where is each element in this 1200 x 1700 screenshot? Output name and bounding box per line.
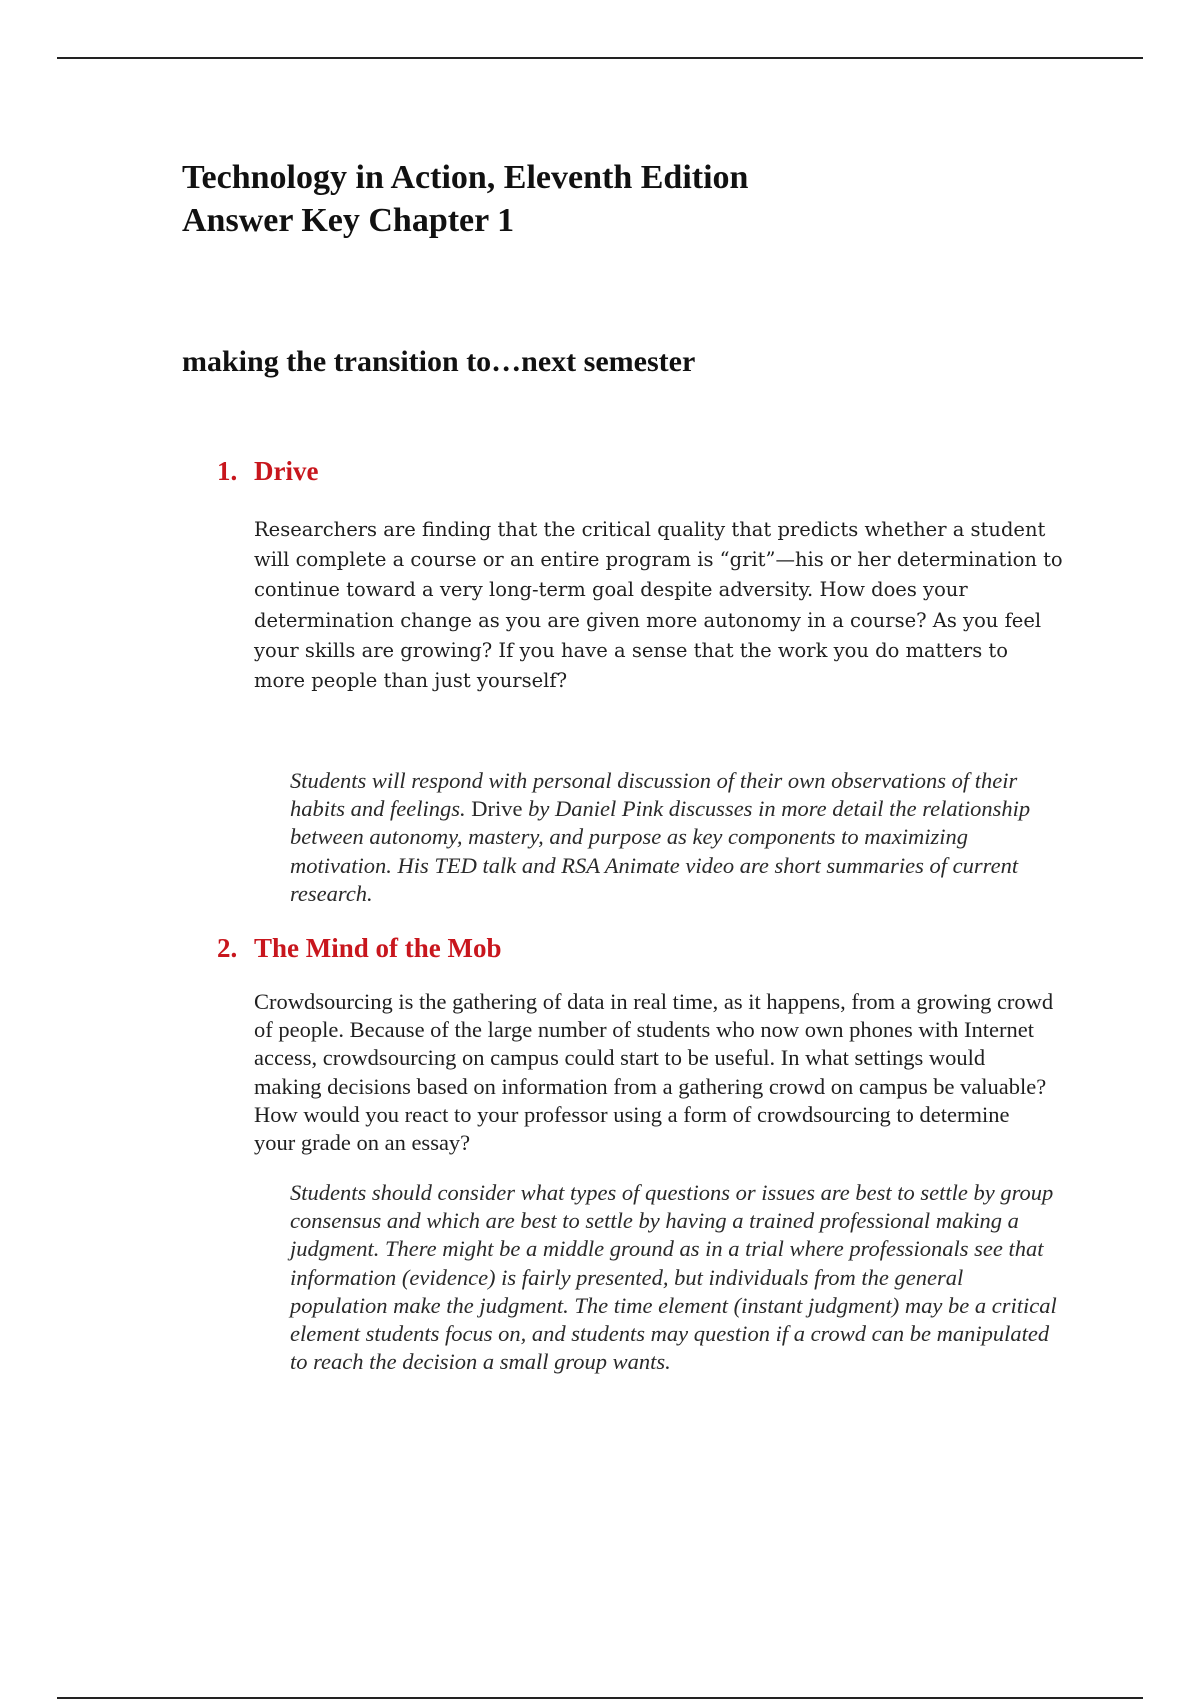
section-title: The Mind of the Mob bbox=[254, 933, 502, 963]
question-drive: Researchers are finding that the critical quality that predicts whether a student will complete a course or an entire program is “grit”—his or her determination to continue toward a very long-term goal despite adversity. How does your determination change as you are given more autonomy in a course? As you feel your skills are growing? If you have a sense that the work you do matters to more people than just yourself? bbox=[254, 518, 1063, 693]
chapter-subtitle: making the transition to…next semester bbox=[182, 345, 696, 378]
section-number: 1. bbox=[217, 456, 238, 486]
title-line-1: Technology in Action, Eleventh Edition bbox=[182, 159, 749, 196]
answer-drive bbox=[290, 767, 1050, 908]
answer-text: Students will respond with personal discussion of their own observations of their habits and feelings. bbox=[290, 768, 1018, 822]
title-line-2: Answer Key Chapter 1 bbox=[182, 202, 515, 239]
answer-text: by Daniel Pink discusses in more detail the relationship between autonomy, mastery, and purpose as key components to maximizing motivation. His TED talk and RSA Animate video are short summaries of current research. bbox=[290, 796, 1031, 906]
section-heading-mind-of-the-mob bbox=[217, 930, 502, 966]
section-heading-drive bbox=[217, 453, 318, 489]
top-rule bbox=[57, 57, 1143, 59]
bottom-rule bbox=[57, 1697, 1143, 1699]
question-mind-of-the-mob: Crowdsourcing is the gathering of data in real time, as it happens, from a growing crowd of people. Because of the large number of students who now own phones with Internet access, crowdsourcing on campus could start to be useful. In what settings would making decisions based on information from a gathering crowd on campus be valuable? How would you react to your professor using a form of crowdsourcing to determine your grade on an essay? bbox=[254, 989, 1054, 1156]
page-title bbox=[182, 156, 748, 242]
section-number: 2. bbox=[217, 933, 238, 963]
book-title: Drive bbox=[471, 796, 523, 822]
answer-mind-of-the-mob: Students should consider what types of questions or issues are best to settle by group consensus and which are best to settle by having a trained professional making a judgment. There might be a middle ground as in a trial where professionals see that information (evidence) is fairly presented, but individuals from the general population make the judgment. The time element (instant judgment) may be a critical element students focus on, and students may question if a crowd can be manipulated to reach the decision a small group wants. bbox=[290, 1180, 1057, 1375]
section-title: Drive bbox=[254, 456, 319, 486]
